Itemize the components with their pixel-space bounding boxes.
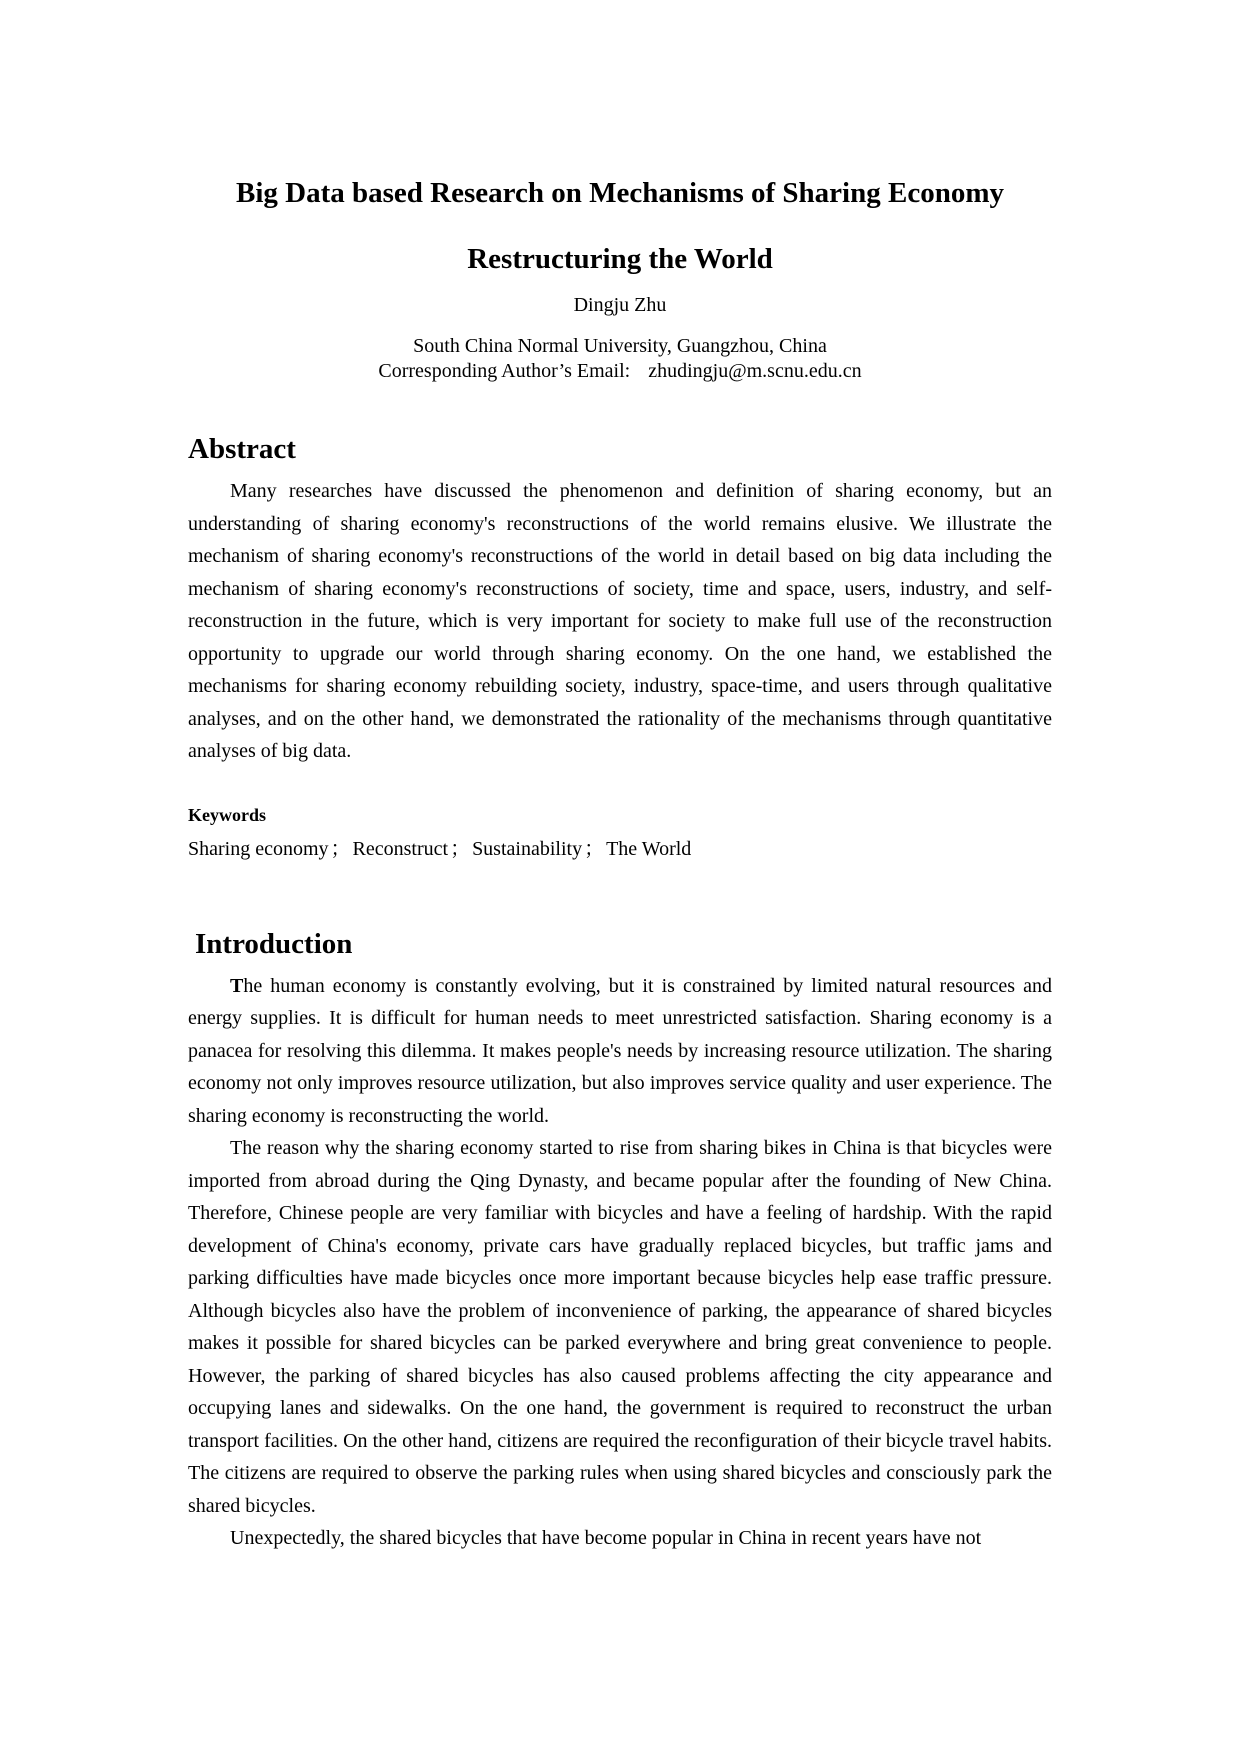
- email-label: Corresponding Author’s Email:: [378, 360, 631, 382]
- paper-title: [188, 160, 1052, 292]
- keywords-list: [188, 834, 1052, 864]
- abstract-text: Many researches have discussed the phenomenon and definition of sharing economy, but an understanding of sharing economy's reconstructions of the world remains elusive. We illustrate the mechanism of sharing economy's reconstructions of the world in detail based on big data including the mechanism of sharing economy's reconstructions of society, time and space, users, industry, and self-reconstruction in the future, which is very important for society to make full use of the reconstruction opportunity to upgrade our world through sharing economy. On the one hand, we established the mechanisms for sharing economy rebuilding society, industry, space-time, and users through qualitative analyses, and on the other hand, we demonstrated the rationality of the mechanisms through quantitative analyses of big data.: [188, 480, 1052, 762]
- introduction-paragraph-2: The reason why the sharing economy started to rise from sharing bikes in China is that bicycles were imported from abroad during the Qing Dynasty, and became popular after the founding of New China. Therefore, Chinese people are very familiar with bicycles and have a feeling of hardship. With the rapid development of China's economy, private cars have gradually replaced bicycles, but traffic jams and parking difficulties have made bicycles once more important because bicycles help ease traffic pressure. Although bicycles also have the problem of inconvenience of parking, the appearance of shared bicycles makes it possible for shared bicycles can be parked everywhere and bring great convenience to people. However, the parking of shared bicycles has also caused problems affecting the city appearance and occupying lanes and sidewalks. On the one hand, the government is required to reconstruct the urban transport facilities. On the other hand, citizens are required the reconfiguration of their bicycle travel habits. The citizens are required to observe the parking rules when using shared bicycles and consciously park the shared bicycles.: [188, 1137, 1052, 1517]
- corresponding-email-line: [188, 359, 1052, 384]
- author-affiliation: South China Normal University, Guangzhou, China: [413, 335, 827, 357]
- page-content: [188, 160, 1052, 1555]
- keyword-item: The World: [606, 837, 692, 860]
- keyword-separator: ；: [330, 837, 351, 860]
- keyword-item: Sustainability: [472, 837, 583, 860]
- introduction-heading: Introduction: [195, 927, 353, 960]
- intro-paragraph-1-text: he human economy is constantly evolving, but it is constrained by limited natural resources and energy supplies. It is difficult for human needs to meet unrestricted satisfaction. Sharing economy is a panacea for resolving this dilemma. It makes people's needs by increasing resource utilization. The sharing economy not only improves resource utilization, but also improves service quality and user experience. The sharing economy is reconstructing the world.: [188, 974, 1052, 1127]
- author-name: Dingju Zhu: [573, 294, 667, 316]
- abstract-heading: Abstract: [188, 433, 296, 465]
- intro-first-letter: T: [230, 974, 244, 997]
- paper-title-line-2: Restructuring the World: [467, 243, 773, 275]
- keyword-separator: ；: [584, 837, 605, 860]
- paper-title-line-1: Big Data based Research on Mechanisms of Sharing Economy: [236, 177, 1004, 209]
- introduction-paragraph-1: [188, 970, 1052, 1133]
- email-address[interactable]: zhudingju@m.scnu.edu.cn: [648, 360, 862, 382]
- keyword-separator: ；: [450, 837, 471, 860]
- keywords-label: Keywords: [188, 804, 266, 825]
- keyword-item: Sharing economy: [188, 837, 329, 860]
- introduction-paragraph-3: Unexpectedly, the shared bicycles that have become popular in China in recent years have not: [230, 1527, 982, 1549]
- keyword-item: Reconstruct: [352, 837, 449, 860]
